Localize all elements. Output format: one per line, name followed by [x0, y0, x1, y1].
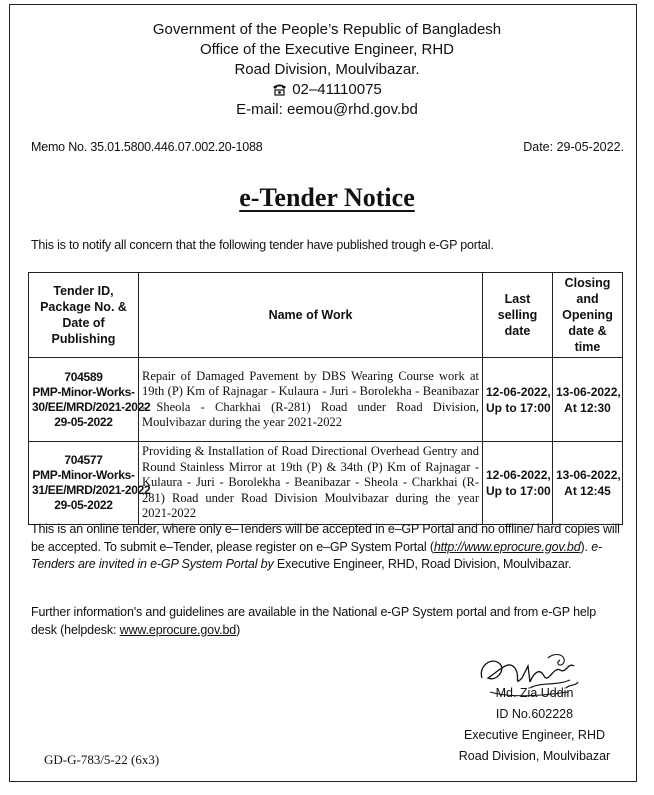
selling-time: Up to 17:00	[486, 483, 551, 498]
online-tender-paragraph: This is an online tender, where only e–Tenders will be accepted in e–GP Portal and no offline/ hard copies will be accepted. To submit e–Tender, please register on e–GP System Portal (http://www.eprocure.gov.bd). e-Tenders are invited in e-GP System Portal by Executive Engineer, RHD, Road Division, Moulvibazar.	[31, 522, 620, 571]
table-row	[29, 358, 623, 442]
header-division: Road Division, Moulvibazar.	[234, 61, 420, 78]
eprocure-link[interactable]: http://www.eprocure.gov.bd	[433, 539, 581, 554]
work-name: Providing & Installation of Road Directional Overhead Gentry and Round Stainless Mirror at 19th (P) & 34th (P) Km of Rajnagar - Kulaura - Juri - Borolekha - Beanibazar - Sheola - Charkhai (R-281) Road under Road Division Moulvibazar during the year 2021-2022	[139, 442, 483, 525]
closing-date: 13-06-2022,	[556, 384, 621, 399]
selling-date: 12-06-2022,	[486, 467, 551, 482]
col-header-closing: Closing and Opening date & time	[553, 273, 623, 358]
tender-table	[28, 272, 623, 525]
table-header-row	[29, 273, 623, 358]
closing-cell	[553, 358, 623, 442]
col-header-work: Name of Work	[139, 273, 483, 358]
closing-date: 13-06-2022,	[556, 467, 621, 482]
package-no-suffix: 30/EE/MRD/2021-2022	[32, 399, 151, 414]
notice-title: e-Tender Notice	[239, 183, 415, 212]
signatory-id: ID No.602228	[495, 707, 574, 721]
notice-date: Date: 29-05-2022.	[523, 140, 624, 154]
col-header-tender-id: Tender ID, Package No. & Date of Publishing	[29, 273, 139, 358]
publish-date: 29-05-2022	[54, 497, 113, 512]
signatory-designation: Executive Engineer, RHD	[463, 728, 606, 742]
closing-time: At 12:45	[564, 483, 611, 498]
header-phone	[0, 80, 654, 101]
phone-number: 02–41110075	[292, 81, 382, 98]
header-government: Government of the People’s Republic of Bangladesh	[152, 21, 502, 38]
tender-id-cell	[29, 442, 151, 525]
package-no-suffix: 31/EE/MRD/2021-2022	[32, 482, 151, 497]
closing-time: At 12:30	[564, 400, 611, 415]
selling-date-cell	[483, 358, 553, 442]
header-office: Office of the Executive Engineer, RHD	[199, 41, 455, 58]
tender-id: 704589	[64, 369, 103, 384]
work-name: Repair of Damaged Pavement by DBS Wearing Course work at 19th (P) Km of Rajnagar - Kulaura - Juri - Borolekha - Beanibazar - Sheola - Charkhai (R-281) Road under Road Division, Moulvibazar during the year 2021-2022	[139, 358, 483, 442]
tender-id-cell	[29, 358, 151, 442]
package-no: PMP-Minor-Works-	[32, 467, 135, 482]
tender-id: 704577	[64, 452, 103, 467]
print-code: GD-G-783/5-22 (6x3)	[44, 752, 160, 767]
helpdesk-link[interactable]: www.eprocure.gov.bd	[119, 622, 237, 637]
col-header-selling-date: Last selling date	[483, 273, 553, 358]
publish-date: 29-05-2022	[54, 414, 113, 429]
signatory-name: Md. Zia Uddin	[495, 686, 574, 700]
header-email: E-mail: eemou@rhd.gov.bd	[236, 101, 418, 118]
telephone-icon	[272, 83, 287, 96]
closing-cell	[553, 442, 623, 525]
selling-date-cell	[483, 442, 553, 525]
intro-text: This is to notify all concern that the following tender have published trough e-GP portal.	[31, 238, 494, 252]
selling-date: 12-06-2022,	[486, 384, 551, 399]
signatory-office: Road Division, Moulvibazar	[458, 749, 611, 763]
further-info-paragraph: Further information's and guidelines are available in the National e-GP System portal and from e-GP help desk (helpdesk: www.eprocure.gov.bd)	[31, 605, 597, 637]
memo-number: Memo No. 35.01.5800.446.07.002.20-1088	[31, 140, 263, 154]
package-no: PMP-Minor-Works-	[32, 384, 135, 399]
selling-time: Up to 17:00	[486, 400, 551, 415]
table-row	[29, 442, 623, 525]
